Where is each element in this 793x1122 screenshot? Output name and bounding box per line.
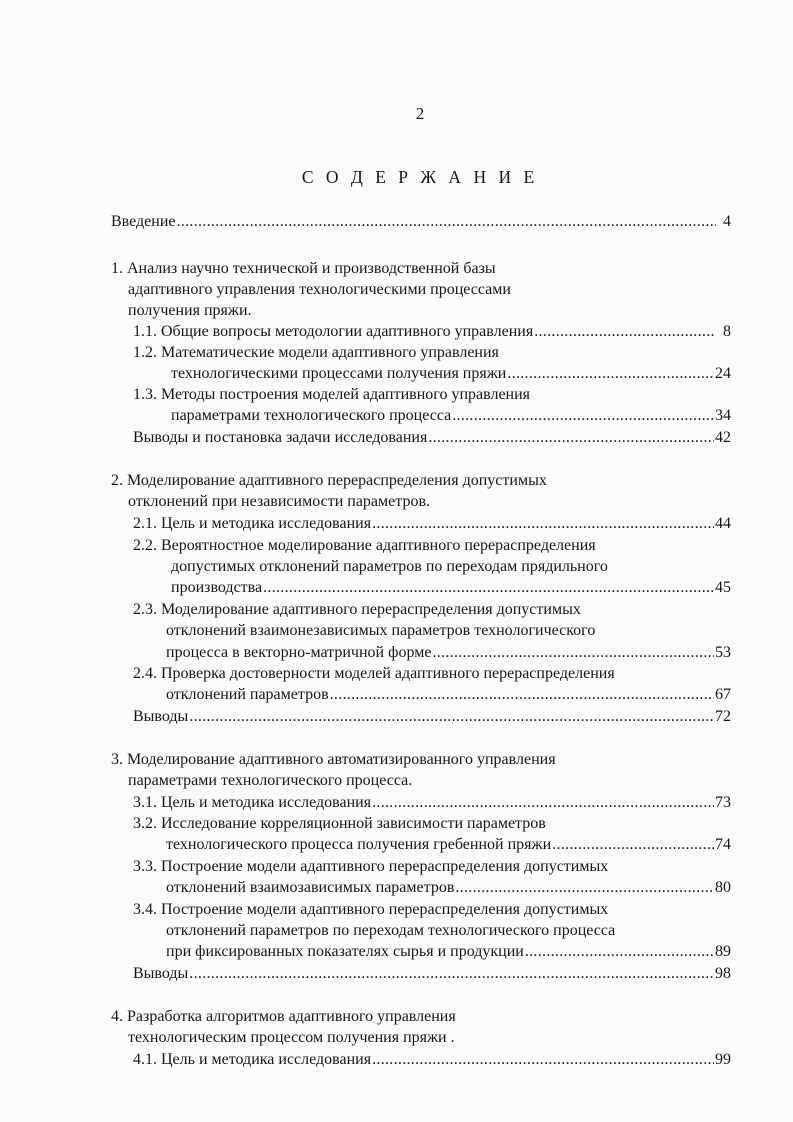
toc-text: 1.3. Методы построения моделей адаптивного управления bbox=[133, 386, 531, 403]
toc-entry bbox=[133, 535, 596, 557]
toc-entry bbox=[133, 1049, 731, 1071]
toc-text: 2.3. Моделирование адаптивного перераспределения допустимых bbox=[133, 601, 581, 618]
toc-entry bbox=[171, 556, 608, 578]
section-heading bbox=[111, 470, 547, 492]
toc-entry bbox=[133, 899, 608, 921]
toc-entry bbox=[171, 577, 731, 599]
toc-entry bbox=[166, 877, 731, 899]
toc-entry bbox=[171, 363, 731, 385]
leader-dots bbox=[372, 1049, 714, 1071]
toc-text: 2.4. Проверка достоверности моделей адаптивного перераспределения bbox=[133, 665, 615, 682]
toc-entry bbox=[133, 321, 731, 343]
toc-text: 3.2. Исследование корреляционной зависимости параметров bbox=[133, 815, 546, 832]
toc-entry-label: Введение bbox=[111, 213, 176, 230]
toc-page-number: 53 bbox=[715, 644, 731, 661]
toc-entry bbox=[166, 834, 731, 856]
toc-text: 4.1. Цель и методика исследования bbox=[133, 1051, 372, 1068]
toc-text: адаптивного управления технологическими процессами bbox=[128, 281, 511, 298]
toc-entry bbox=[133, 342, 499, 364]
leader-dots bbox=[428, 427, 714, 449]
toc-text: 3.4. Построение модели адаптивного перераспределения допустимых bbox=[133, 901, 609, 918]
toc-text: 3. Моделирование адаптивного автоматизированного управления bbox=[111, 751, 556, 768]
leader-dots bbox=[534, 321, 716, 343]
section-heading bbox=[111, 1006, 456, 1028]
toc-entry bbox=[171, 405, 731, 427]
toc-text: 2.2. Вероятностное моделирование адаптивного перераспределения bbox=[133, 537, 596, 554]
toc-text: технологическими процессами получения пряжи bbox=[171, 365, 507, 382]
toc-text: при фиксированных показателях сырья и продукции bbox=[166, 943, 524, 960]
toc-text: 3.3. Построение модели адаптивного перераспределения допустимых bbox=[133, 858, 609, 875]
toc-text: производства bbox=[171, 579, 263, 596]
toc-entry bbox=[166, 941, 731, 963]
section-heading bbox=[128, 491, 430, 513]
toc-page-number: 89 bbox=[715, 943, 731, 960]
leader-dots bbox=[552, 834, 714, 856]
toc-entry bbox=[133, 663, 615, 685]
toc-text: параметрами технологического процесса bbox=[171, 407, 452, 424]
toc-text: 2. Моделирование адаптивного перераспределения допустимых bbox=[111, 472, 547, 489]
toc-title: С О Д Е Р Ж А Н И Е bbox=[301, 167, 539, 187]
leader-dots bbox=[525, 941, 714, 963]
leader-dots bbox=[330, 684, 714, 706]
leader-dots bbox=[452, 405, 714, 427]
section-heading bbox=[128, 300, 252, 322]
toc-page-number: 34 bbox=[715, 407, 731, 424]
toc-page-number: 74 bbox=[715, 836, 731, 853]
toc-page-number: 80 bbox=[715, 879, 731, 896]
toc-text: 1. Анализ научно технической и производственной базы bbox=[111, 260, 496, 277]
toc-text: отклонений параметров по переходам технологического процесса bbox=[166, 922, 616, 939]
toc-text: 3.1. Цель и методика исследования bbox=[133, 794, 372, 811]
toc-page-number: 42 bbox=[715, 429, 731, 446]
leader-dots bbox=[177, 211, 717, 233]
section-heading bbox=[128, 279, 511, 301]
toc-entry bbox=[166, 684, 731, 706]
toc-page-number: 45 bbox=[715, 579, 731, 596]
toc-text: 4. Разработка алгоритмов адаптивного управления bbox=[111, 1008, 456, 1025]
toc-page-number: 73 bbox=[715, 794, 731, 811]
section-heading bbox=[111, 258, 496, 280]
leader-dots bbox=[455, 877, 714, 899]
toc-entry bbox=[166, 620, 595, 642]
toc-text: процесса в векторно-матричной форме bbox=[166, 644, 432, 661]
toc-text: технологического процесса получения гребенной пряжи bbox=[166, 836, 552, 853]
toc-text: технологическим процессом получения пряжи . bbox=[128, 1029, 455, 1046]
leader-dots bbox=[189, 706, 714, 728]
toc-text: отклонений взаимонезависимых параметров технологического bbox=[166, 622, 596, 639]
toc-page-number: 99 bbox=[715, 1051, 731, 1068]
toc-entry bbox=[166, 920, 615, 942]
toc-entry bbox=[133, 963, 731, 985]
section-heading bbox=[111, 749, 556, 771]
toc-text: Выводы и постановка задачи исследования bbox=[133, 429, 428, 446]
toc-text: получения пряжи. bbox=[128, 302, 252, 319]
leader-dots bbox=[263, 577, 714, 599]
toc-text: отклонений взаимозависимых параметров bbox=[166, 879, 455, 896]
leader-dots bbox=[432, 642, 714, 664]
toc-text: допустимых отклонений параметров по переходам прядильного bbox=[171, 558, 608, 575]
toc-entry bbox=[133, 792, 731, 814]
toc-page-number: 24 bbox=[715, 365, 731, 382]
toc-page-number: 8 bbox=[723, 323, 731, 340]
toc-text: отклонений при независимости параметров. bbox=[128, 493, 430, 510]
leader-dots bbox=[372, 513, 714, 535]
toc-text: 1.2. Математические модели адаптивного управления bbox=[133, 344, 499, 361]
toc-entry bbox=[166, 642, 731, 664]
toc-text: Выводы bbox=[133, 965, 189, 982]
page-number: 2 bbox=[415, 104, 425, 123]
toc-text: отклонений параметров bbox=[166, 686, 329, 703]
toc-entry bbox=[133, 384, 530, 406]
toc-page-number: 4 bbox=[723, 213, 731, 230]
section-heading bbox=[128, 770, 412, 792]
toc-entry bbox=[133, 427, 731, 449]
toc-entry bbox=[133, 813, 546, 835]
toc-page-number: 72 bbox=[715, 708, 731, 725]
leader-dots bbox=[189, 963, 714, 985]
toc-entry bbox=[133, 706, 731, 728]
toc-page-number: 67 bbox=[715, 686, 731, 703]
toc-entry bbox=[133, 599, 581, 621]
leader-dots bbox=[507, 363, 714, 385]
section-heading bbox=[128, 1027, 455, 1049]
toc-page-number: 44 bbox=[715, 515, 731, 532]
toc-entry-introduction bbox=[111, 211, 731, 233]
toc-text: 2.1. Цель и методика исследования bbox=[133, 515, 372, 532]
toc-entry bbox=[133, 513, 731, 535]
toc-text: 1.1. Общие вопросы методологии адаптивного управления bbox=[133, 323, 534, 340]
leader-dots bbox=[372, 792, 714, 814]
toc-text: Выводы bbox=[133, 708, 189, 725]
toc-entry bbox=[133, 856, 608, 878]
toc-page-number: 98 bbox=[715, 965, 731, 982]
toc-text: параметрами технологического процесса. bbox=[128, 772, 413, 789]
